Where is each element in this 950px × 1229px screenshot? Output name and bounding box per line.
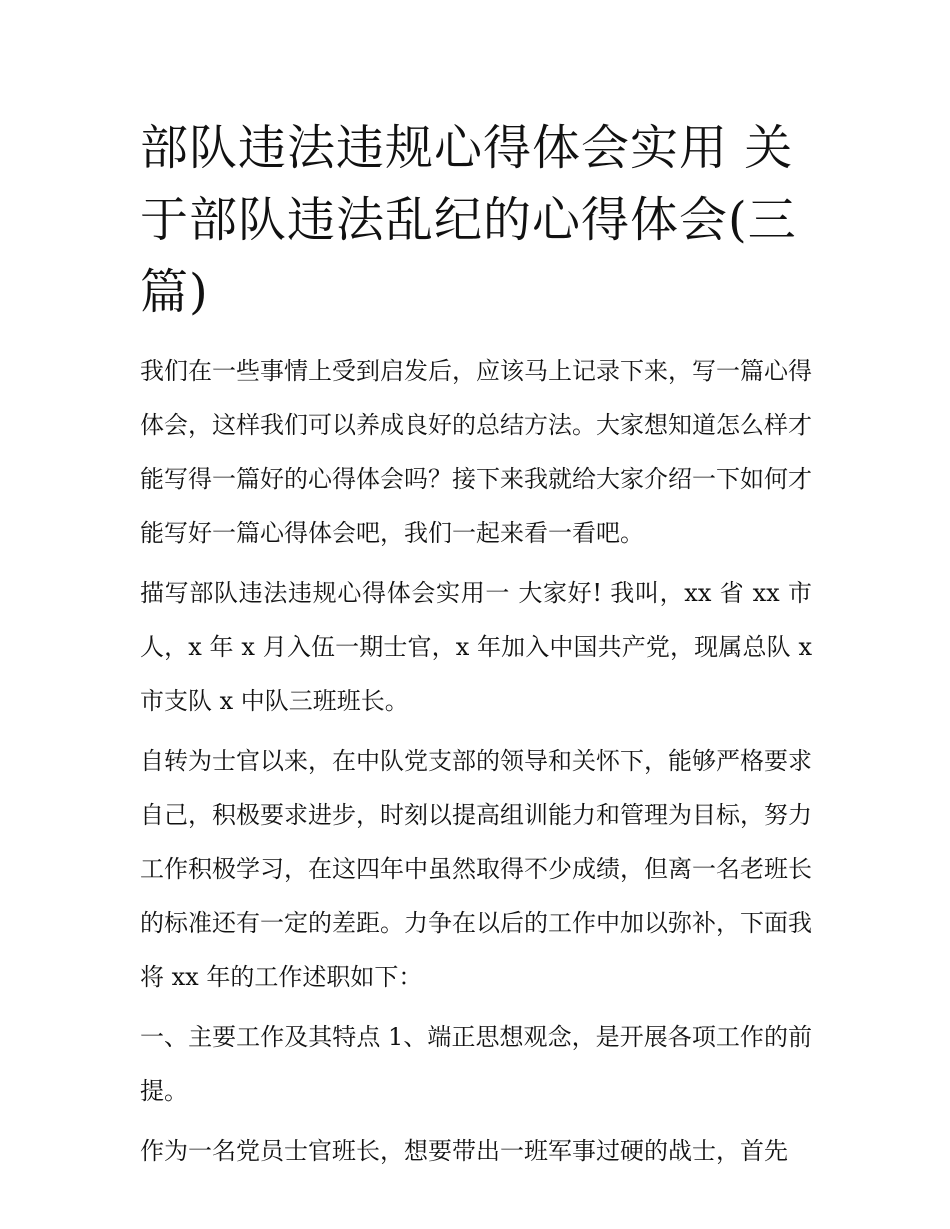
paragraph-section-heading: 一、主要工作及其特点 1、端正思想观念，是开展各项工作的前提。 [140,1023,812,1105]
paragraph-self-introduction: 描写部队违法违规心得体会实用一 大家好! 我叫，xx 省 xx 市人，x 年 x 月入伍一期士官，x 年加入中国共产党，现属总队 x 市支队 x 中队三班班长。 [140,579,812,715]
paragraph-intro: 我们在一些事情上受到启发后，应该马上记录下来，写一篇心得体会，这样我们可以养成良好的总结方法。大家想知道怎么样才能写得一篇好的心得体会吗？接下来我就给大家介绍一下如何才能写好一篇心得体会吧，我们一起来看一看吧。 [140,357,812,547]
paragraph-continuation: 作为一名党员士官班长，想要带出一班军事过硬的战士，首先 [140,1137,788,1165]
document-body [140,344,812,1178]
paragraph-since-promotion: 自转为士官以来，在中队党支部的领导和关怀下，能够严格要求自己，积极要求进步，时刻以提高组训能力和管理为目标，努力工作积极学习，在这四年中虽然取得不少成绩，但离一名老班长的标准还有一定的差距。力争在以后的工作中加以弥补，下面我将 xx 年的工作述职如下： [140,747,812,991]
document-content [140,112,812,1184]
document-title: 部队违法违规心得体会实用 关于部队违法乱纪的心得体会(三篇) [140,120,797,320]
